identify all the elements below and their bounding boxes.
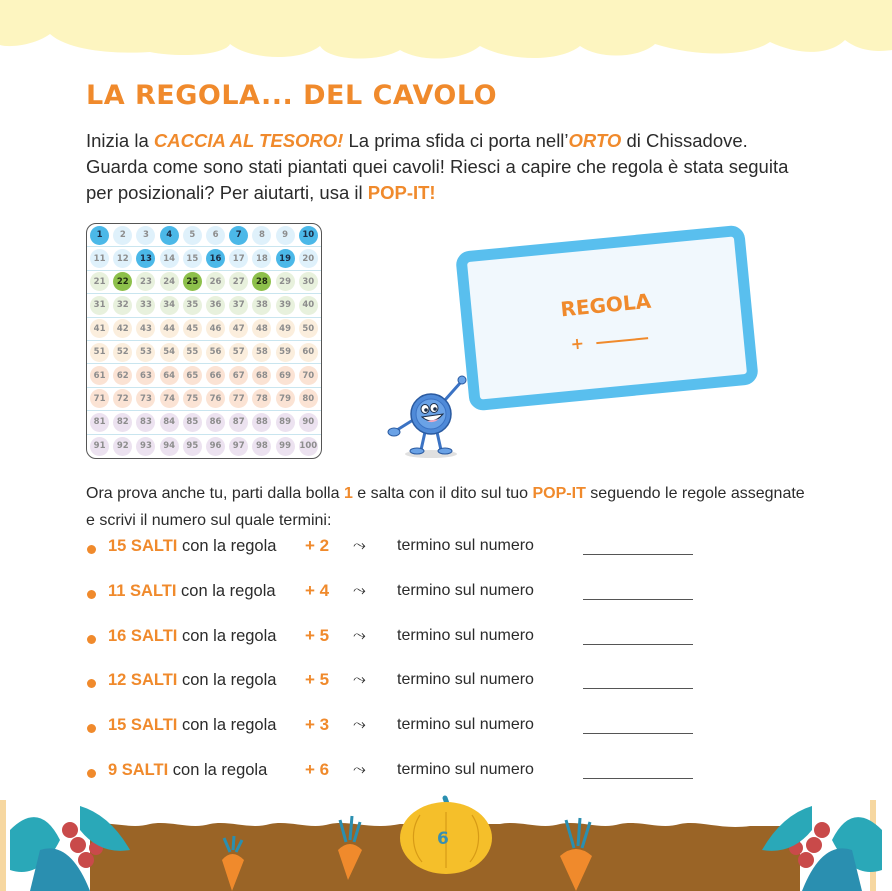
pop-it-bubble[interactable]: 5	[183, 226, 202, 245]
pop-it-bubble[interactable]: 71	[90, 389, 109, 408]
jumps-count: 15 SALTI con la regola	[108, 716, 277, 735]
bullet-icon	[87, 545, 96, 554]
answer-blank-field[interactable]	[583, 554, 693, 555]
pop-it-bubble[interactable]: 82	[113, 413, 132, 432]
pop-it-bubble[interactable]: 92	[113, 437, 132, 456]
pop-it-bubble[interactable]: 34	[160, 296, 179, 315]
pop-it-bubble[interactable]: 12	[113, 249, 132, 268]
pop-it-bubble[interactable]: 9	[276, 226, 295, 245]
plus-sign: +	[569, 333, 585, 354]
pop-it-bubble[interactable]: 63	[136, 366, 155, 385]
grid-row	[87, 388, 321, 411]
jumps-count: 9 SALTI con la regola	[108, 760, 268, 779]
instructions-text: Ora prova anche tu, parti dalla bolla	[86, 485, 344, 502]
grid-row	[87, 224, 321, 247]
pop-it-bubble[interactable]: 6	[206, 226, 225, 245]
grid-row	[87, 364, 321, 387]
exercise-list	[86, 537, 726, 806]
pop-it-bubble[interactable]: 70	[299, 366, 318, 385]
answer-blank-field[interactable]	[583, 599, 693, 600]
jumps-count: 16 SALTI con la regola	[108, 626, 277, 645]
rule-value: + 4	[305, 580, 330, 600]
pop-it-bubble[interactable]: 13	[136, 249, 155, 268]
pop-it-bubble[interactable]: 40	[299, 296, 318, 315]
pop-it-bubble[interactable]: 93	[136, 437, 155, 456]
pop-it-bubble[interactable]: 100	[299, 437, 318, 456]
pop-it-bubble[interactable]: 86	[206, 413, 225, 432]
sign-title: REGOLA	[559, 288, 653, 322]
rule-value: + 5	[305, 625, 330, 645]
rule-value: + 6	[305, 759, 330, 779]
pop-it-bubble[interactable]: 73	[136, 389, 155, 408]
intro-text: Inizia la	[86, 130, 154, 151]
pop-it-bubble[interactable]: 30	[299, 272, 318, 291]
bullet-icon	[87, 679, 96, 688]
instructions-text: e salta con il dito sul tuo	[352, 485, 533, 502]
pop-it-bubble[interactable]: 91	[90, 437, 109, 456]
pop-it-bubble[interactable]: 19	[276, 249, 295, 268]
jumps-count: 12 SALTI con la regola	[108, 671, 277, 690]
rule-value: + 2	[305, 536, 330, 555]
pop-it-bubble[interactable]: 94	[160, 437, 179, 456]
pop-it-grid	[86, 223, 322, 459]
pop-it-bubble[interactable]: 55	[183, 343, 202, 362]
arrow-icon: ⤳	[353, 626, 366, 644]
pop-it-bubble[interactable]: 53	[136, 343, 155, 362]
pop-it-bubble[interactable]: 61	[90, 366, 109, 385]
rule-value: + 3	[305, 715, 330, 735]
pop-it-bubble[interactable]: 11	[90, 249, 109, 268]
pop-it-bubble[interactable]: 50	[299, 319, 318, 338]
highlight-pop-it: POP-IT!	[367, 182, 436, 203]
bullet-icon	[87, 590, 96, 599]
arrow-icon: ⤳	[353, 537, 366, 554]
pop-it-bubble[interactable]: 48	[252, 319, 271, 338]
rule-value: + 5	[305, 670, 330, 690]
pop-it-bubble[interactable]: 56	[206, 343, 225, 362]
instructions-text: seguendo le regole assegnate e scrivi il numero sul quale termini:	[86, 485, 805, 529]
pop-it-bubble[interactable]: 32	[113, 296, 132, 315]
grid-row	[87, 411, 321, 434]
pop-it-bubble[interactable]: 90	[299, 413, 318, 432]
result-label: termino sul numero	[397, 760, 534, 778]
pop-it-bubble[interactable]: 7	[229, 226, 248, 245]
pop-it-bubble[interactable]: 52	[113, 343, 132, 362]
pop-it-bubble[interactable]: 22	[113, 272, 132, 291]
arrow-icon: ⤳	[353, 760, 366, 778]
pop-it-bubble[interactable]: 23	[136, 272, 155, 291]
pop-it-bubble[interactable]: 43	[136, 319, 155, 338]
pop-it-bubble[interactable]: 41	[90, 319, 109, 338]
pop-it-bubble[interactable]: 65	[183, 366, 202, 385]
pop-it-bubble[interactable]: 42	[113, 319, 132, 338]
bullet-icon	[87, 769, 96, 778]
pop-it-bubble[interactable]: 14	[160, 249, 179, 268]
pop-it-bubble[interactable]: 25	[183, 272, 202, 291]
pop-it-bubble[interactable]: 83	[136, 413, 155, 432]
pop-it-bubble[interactable]: 77	[229, 389, 248, 408]
answer-blank-field[interactable]	[583, 733, 693, 734]
highlight-caccia-al-tesoro: CACCIA AL TESORO!	[153, 130, 344, 151]
pop-it-bubble[interactable]: 17	[229, 249, 248, 268]
intro-paragraph	[86, 128, 806, 206]
pop-it-bubble[interactable]: 59	[276, 343, 295, 362]
intro-text: La prima sfida ci porta nell’	[343, 130, 569, 151]
rule-sign-board	[455, 224, 759, 411]
pop-it-bubble[interactable]: 28	[252, 272, 271, 291]
answer-blank-field[interactable]	[583, 778, 693, 779]
grid-row	[87, 341, 321, 364]
pop-it-bubble[interactable]: 89	[276, 413, 295, 432]
page-title: LA REGOLA... DEL CAVOLO	[86, 80, 498, 111]
pop-it-bubble[interactable]: 47	[229, 319, 248, 338]
pop-it-bubble[interactable]: 27	[229, 272, 248, 291]
intro-text: di Chissadove. Guarda come sono stati piantati quei cavoli! Riesci a capire che regola è stata seguita per posizionali? Per aiutarti, usa il	[86, 130, 789, 203]
bullet-icon	[87, 724, 96, 733]
pop-it-bubble[interactable]: 64	[160, 366, 179, 385]
pop-it-bubble[interactable]: 74	[160, 389, 179, 408]
pop-it-bubble[interactable]: 81	[90, 413, 109, 432]
pop-it-bubble[interactable]: 95	[183, 437, 202, 456]
pop-it-bubble[interactable]: 10	[299, 226, 318, 245]
grid-row	[87, 247, 321, 270]
pop-it-bubble[interactable]: 8	[252, 226, 271, 245]
exercise-item	[86, 582, 726, 627]
exercise-item	[86, 627, 726, 672]
exercise-item	[86, 537, 726, 582]
pop-it-bubble[interactable]: 35	[183, 296, 202, 315]
pop-it-bubble[interactable]: 78	[252, 389, 271, 408]
pop-it-bubble[interactable]: 44	[160, 319, 179, 338]
pop-it-bubble[interactable]: 98	[252, 437, 271, 456]
arrow-icon: ⤳	[353, 581, 366, 599]
pop-it-bubble[interactable]: 51	[90, 343, 109, 362]
pop-it-bubble[interactable]: 85	[183, 413, 202, 432]
pop-it-bubble[interactable]: 24	[160, 272, 179, 291]
pop-it-bubble[interactable]: 26	[206, 272, 225, 291]
pop-it-bubble[interactable]: 15	[183, 249, 202, 268]
pop-it-bubble[interactable]: 96	[206, 437, 225, 456]
pop-it-bubble[interactable]: 45	[183, 319, 202, 338]
pop-it-bubble[interactable]: 37	[229, 296, 248, 315]
pop-it-bubble[interactable]: 33	[136, 296, 155, 315]
pop-it-bubble[interactable]: 21	[90, 272, 109, 291]
pop-it-bubble[interactable]: 18	[252, 249, 271, 268]
pop-it-bubble[interactable]: 75	[183, 389, 202, 408]
grid-row	[87, 271, 321, 294]
pop-it-bubble[interactable]: 54	[160, 343, 179, 362]
grid-row	[87, 318, 321, 341]
pop-it-bubble[interactable]: 29	[276, 272, 295, 291]
result-label: termino sul numero	[397, 716, 534, 734]
exercise-item	[86, 671, 726, 716]
grid-row	[87, 435, 321, 458]
arrow-icon: ⤳	[353, 671, 366, 689]
pop-it-bubble[interactable]: 97	[229, 437, 248, 456]
pop-it-bubble[interactable]: 88	[252, 413, 271, 432]
pop-it-bubble[interactable]: 16	[206, 249, 225, 268]
pop-it-bubble[interactable]: 72	[113, 389, 132, 408]
pop-it-bubble[interactable]: 49	[276, 319, 295, 338]
pop-it-bubble[interactable]: 79	[276, 389, 295, 408]
pop-it-bubble[interactable]: 20	[299, 249, 318, 268]
pop-it-bubble[interactable]: 31	[90, 296, 109, 315]
pop-it-bubble[interactable]: 69	[276, 366, 295, 385]
highlight-start-number: 1	[343, 485, 353, 502]
result-label: termino sul numero	[397, 626, 534, 644]
pop-it-bubble[interactable]: 46	[206, 319, 225, 338]
pop-it-bubble[interactable]: 36	[206, 296, 225, 315]
arrow-icon: ⤳	[353, 716, 366, 734]
pop-it-bubble[interactable]: 58	[252, 343, 271, 362]
pop-it-bubble[interactable]: 84	[160, 413, 179, 432]
exercise-item	[86, 716, 726, 761]
pop-it-bubble[interactable]: 68	[252, 366, 271, 385]
pop-it-bubble[interactable]: 4	[160, 226, 179, 245]
pop-it-bubble[interactable]: 62	[113, 366, 132, 385]
result-label: termino sul numero	[397, 671, 534, 689]
pop-it-bubble[interactable]: 99	[276, 437, 295, 456]
answer-blank-field[interactable]	[583, 644, 693, 645]
pop-it-bubble[interactable]: 57	[229, 343, 248, 362]
jumps-count: 11 SALTI con la regola	[108, 581, 276, 600]
result-label: termino sul numero	[397, 537, 534, 554]
pop-it-bubble[interactable]: 2	[113, 226, 132, 245]
jumps-count: 15 SALTI con la regola	[108, 537, 277, 555]
pop-it-bubble[interactable]: 3	[136, 226, 155, 245]
pop-it-bubble[interactable]: 76	[206, 389, 225, 408]
bullet-icon	[87, 635, 96, 644]
answer-blank-field[interactable]	[583, 688, 693, 689]
pop-it-bubble[interactable]: 38	[252, 296, 271, 315]
pop-it-bubble[interactable]: 1	[90, 226, 109, 245]
instructions-paragraph	[86, 480, 806, 534]
cloud-header-decoration	[0, 0, 892, 70]
page-number: 6	[437, 829, 449, 849]
rule-blank-field[interactable]	[596, 337, 648, 344]
grid-row	[87, 294, 321, 317]
highlight-pop-it: POP-IT	[532, 485, 586, 502]
pop-it-bubble[interactable]: 67	[229, 366, 248, 385]
pop-it-bubble[interactable]: 60	[299, 343, 318, 362]
pop-it-bubble[interactable]: 66	[206, 366, 225, 385]
highlight-orto: ORTO	[568, 130, 622, 151]
pop-it-bubble[interactable]: 39	[276, 296, 295, 315]
result-label: termino sul numero	[397, 581, 534, 599]
pop-it-bubble[interactable]: 87	[229, 413, 248, 432]
pop-it-bubble[interactable]: 80	[299, 389, 318, 408]
